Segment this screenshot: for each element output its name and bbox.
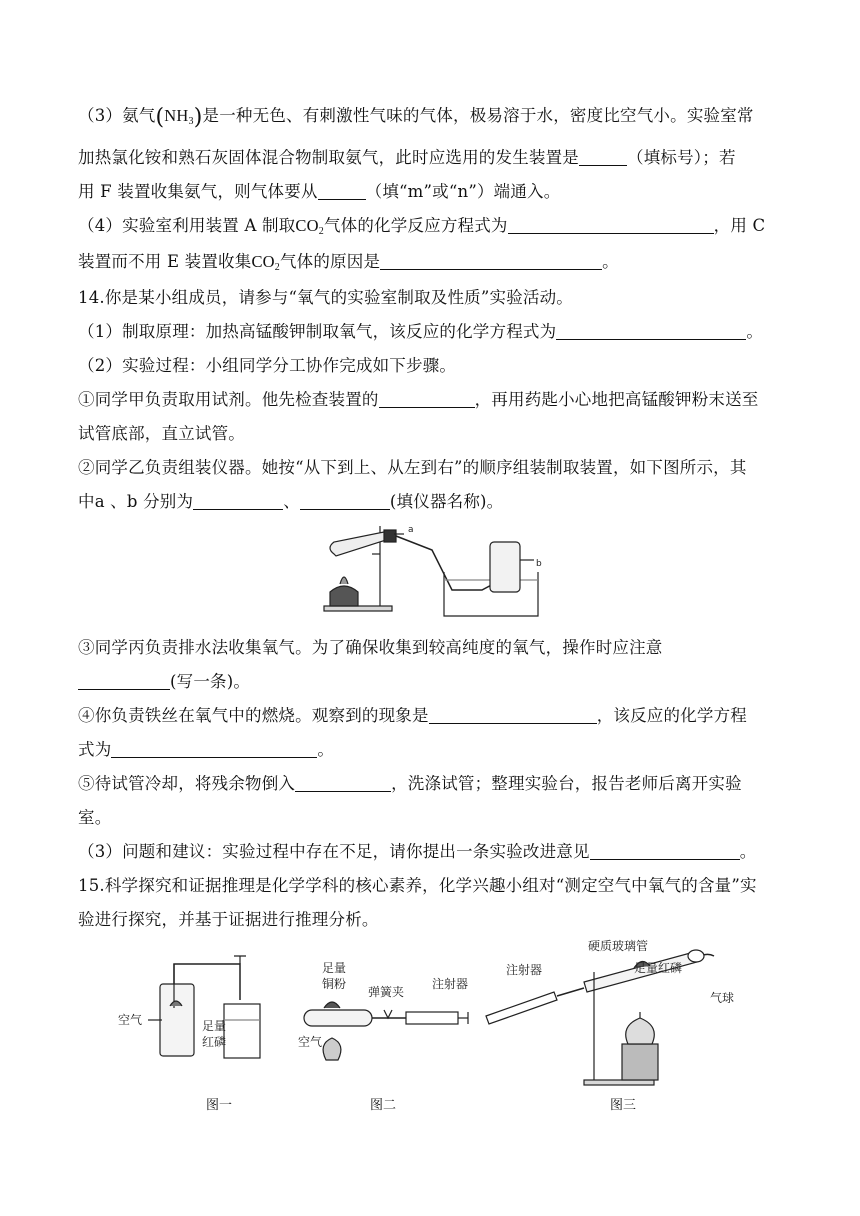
q14-part3: （3）问题和建议：实验过程中存在不足，请你提出一条实验改进意见 。 (78, 842, 757, 861)
figure-2 (296, 960, 476, 1084)
figure-1-diagram (118, 948, 278, 1068)
q14-step5-line2: 室。 (78, 808, 112, 827)
q14-step3-line2: (写一条)。 (78, 670, 788, 694)
figure-3-diagram (484, 932, 754, 1090)
fig3-label-balloon: 气球 (710, 991, 735, 1005)
label-b: b (536, 559, 542, 569)
q14-part1: （1）制取原理：加热高锰酸钾制取氧气，该反应的化学方程式为 。 (78, 322, 764, 341)
fig3-label-syringe: 注射器 (506, 963, 543, 977)
figure-1-caption: 图一 (206, 1098, 233, 1113)
q14-intro: 14.你是某小组成员，请参与“氧气的实验室制取及性质”实验活动。 (78, 288, 574, 307)
q14-step3-line1: ③同学丙负责排水法收集氧气。为了确保收集到较高纯度的氧气，操作时应注意 (78, 638, 663, 657)
balloon (688, 950, 704, 962)
answer-blank[interactable] (318, 181, 366, 200)
fig1-label-phos1: 足量 (202, 1019, 227, 1033)
oxygen-apparatus-diagram (322, 520, 552, 620)
alcohol-lamp (626, 1018, 655, 1044)
nh3-formula: $NH_3$ (164, 106, 194, 127)
figure-2-caption: 图二 (370, 1098, 397, 1113)
fig1-label-phos2: 红磷 (202, 1035, 227, 1049)
q14-step4-line1: ④你负责铁丝在氧气中的燃烧。观察到的现象是 ，该反应的化学方程 (78, 706, 748, 725)
figure-1 (118, 948, 278, 1072)
figure-2-diagram (296, 960, 476, 1080)
answer-blank[interactable] (78, 671, 170, 690)
gas-collecting-bottle (490, 542, 520, 592)
answer-blank[interactable] (429, 705, 597, 724)
label-a: a (408, 525, 414, 535)
figure-3 (484, 932, 754, 1094)
delivery-tube (396, 536, 497, 590)
co2-formula: $CO_2$ (251, 252, 280, 273)
fig3-label-phos: 足量红磷 (634, 961, 683, 975)
fig3-label-tube: 硬质玻璃管 (588, 939, 649, 953)
q14-step4-line2: 式为 。 (78, 740, 335, 759)
fig2-label-copper2: 铜粉 (322, 977, 347, 991)
fig1-label-air: 空气 (118, 1013, 143, 1027)
q14-step5-line1: ⑤待试管冷却，将残余物倒入 ，洗涤试管；整理实验台，报告老师后离开实验 (78, 774, 742, 793)
co2-formula: $CO_2$ (295, 216, 324, 237)
q13-part4-line1: （4）实验室利用装置 A 制取$CO_2$气体的化学反应方程式为 ，用 C (78, 216, 766, 237)
q13-part3-line2: 加热氯化铵和熟石灰固体混合物制取氨气，此时应选用的发生装置是 （填标号）；若 (78, 148, 736, 167)
answer-blank[interactable] (300, 491, 390, 510)
q15-intro-line1: 15.科学探究和证据推理是化学学科的核心素养，化学兴趣小组对“测定空气中氧气的含量”实 (78, 876, 757, 895)
stand-base (324, 606, 392, 611)
test-tube (330, 532, 386, 556)
oxygen-apparatus-figure (322, 520, 552, 624)
q14-step1-line2: 试管底部，直立试管。 (78, 424, 245, 443)
collecting-bottle (160, 984, 194, 1056)
q14-step2-line2: 中a 、b 分别为 、 (填仪器名称)。 (78, 492, 504, 511)
answer-blank[interactable] (556, 321, 746, 340)
stopper (384, 530, 396, 542)
alcohol-lamp (323, 1038, 341, 1060)
spring-clamp (234, 956, 246, 964)
answer-blank[interactable] (380, 251, 602, 270)
answer-blank[interactable] (508, 215, 714, 234)
answer-blank[interactable] (295, 773, 391, 792)
syringe (486, 992, 557, 1024)
q15-intro-line2: 验进行探究，并基于证据进行推理分析。 (78, 910, 379, 929)
fig2-label-copper1: 足量 (322, 961, 347, 975)
beaker (224, 1004, 260, 1058)
q14-part2: （2）实验过程：小组同学分工协作完成如下步骤。 (78, 356, 457, 375)
wooden-block (622, 1044, 658, 1080)
fig2-label-air: 空气 (298, 1035, 323, 1049)
answer-blank[interactable] (193, 491, 283, 510)
answer-blank[interactable] (111, 739, 317, 758)
q13-part3-line1: （3）氨气$(NH_3)$是一种无色、有刺激性气味的气体，极易溶于水，密度比空气小。实验室常 (78, 105, 754, 130)
alcohol-lamp (330, 586, 358, 606)
fig2-label-syringe: 注射器 (432, 977, 469, 991)
figure-3-caption: 图三 (610, 1098, 637, 1113)
fig2-label-clamp: 弹簧夹 (368, 985, 405, 999)
q13-part4-line2: 装置而不用 E 装置收集$CO_2$气体的原因是 。 (78, 252, 619, 273)
stand-base (584, 1080, 654, 1085)
glass-tube (304, 1010, 372, 1026)
answer-blank[interactable] (379, 389, 475, 408)
q13-part3-text: （3）氨气 (78, 106, 156, 125)
q14-step1-line1: ①同学甲负责取用试剂。他先检查装置的 ，再用药匙小心地把高锰酸钾粉末送至 (78, 390, 759, 409)
q14-step2-line1: ②同学乙负责组装仪器。她按“从下到上、从左到右”的顺序组装制取装置，如下图所示，其 (78, 458, 747, 477)
syringe (406, 1012, 458, 1024)
answer-blank[interactable] (590, 841, 740, 860)
spring-clamp (384, 1010, 392, 1018)
q13-part3-line3: 用 F 装置收集氨气，则气体要从 （填“m”或“n”）端通入。 (78, 182, 561, 201)
answer-blank[interactable] (579, 147, 627, 166)
